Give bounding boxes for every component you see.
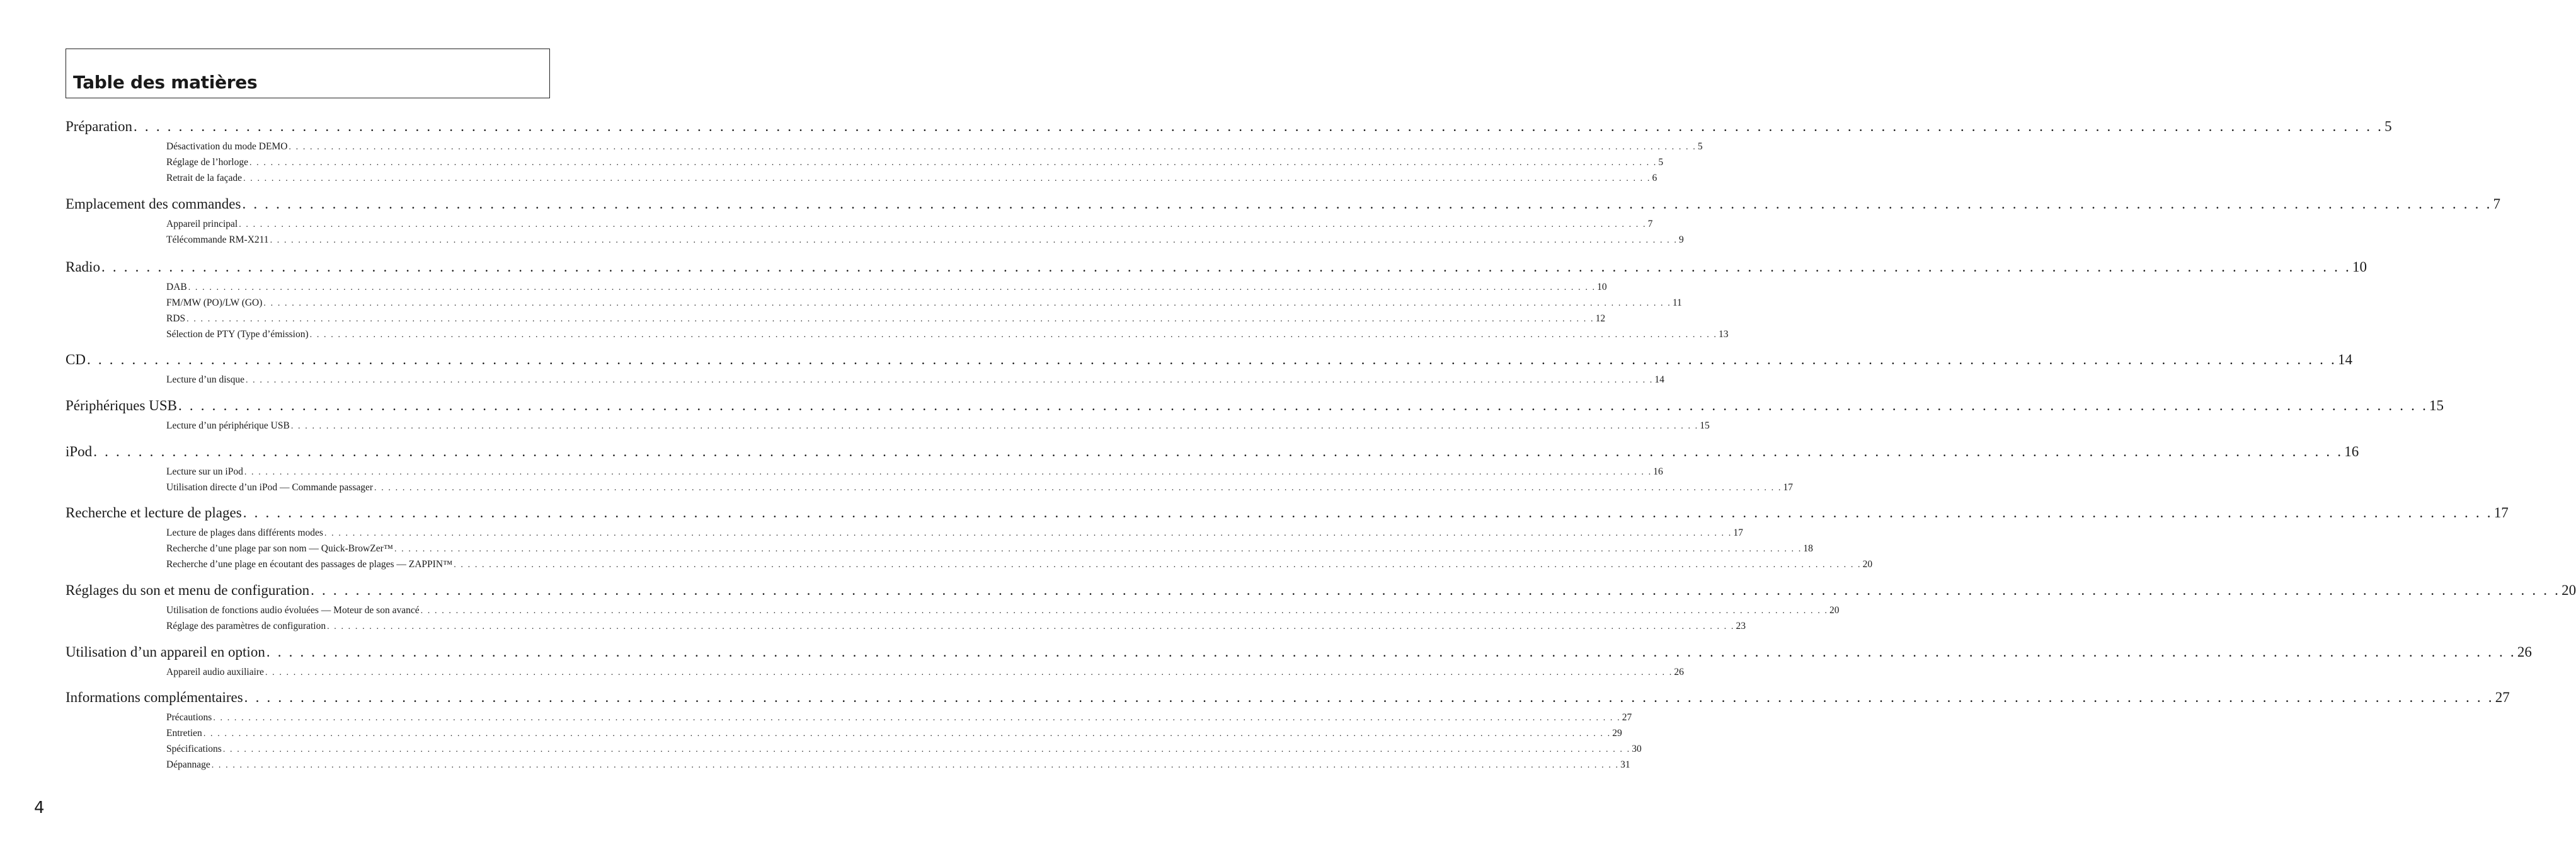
toc-subentry-page: 15: [1700, 420, 1710, 431]
dot-leader: . . . . . . . . . . . . . . . . . . . . . . . . . . . . . . . . . . . . . . . . . . . . . . . . . . . . . . . . . . . . . . . . . . . . . . . . . . . . . . . . . . . . . . . . . . . . . . . . . . . . . . . . . . . . . . . . . . . . . . . . . . . . . . . . . . . . . . . . . . . . . . . . . . . . . . . . . . . . . . . . . . . . . . . . . . . . . . . . . . . . . . . . . . . . . . . . . . . . . . . .: [327, 622, 1735, 631]
toc-section: [66, 350, 2353, 388]
toc-subentry[interactable]: [166, 741, 1642, 757]
toc-section-entry[interactable]: [66, 396, 2444, 415]
toc-subentry[interactable]: [166, 480, 1793, 495]
toc-subentry-title: Entretien: [166, 728, 202, 739]
dot-leader: . . . . . . . . . . . . . . . . . . . . . . . . . . . . . . . . . . . . . . . . . . . . . . . . . . . . . . . . . . . . . . . . . . . . . . . . . . . . . . . . . . . . . . . . . . . . . . . . . . . . . . . . . . . . . . . . . . . . . . . . . . . . . . . . . . . . . . . . . . . . . . . . . . . . . . . . . . . . . . . . . . . . . . . . . . . . . . . . . . . . . . . . . . . . . . . . . . . . . . . .: [245, 376, 1654, 385]
toc-section-entry[interactable]: [66, 258, 2367, 277]
dot-leader: . . . . . . . . . . . . . . . . . . . . . . . . . . . . . . . . . . . . . . . . . . . . . . . . . . . . . . . . . . . . . . . . . . . . . . . . . . . . . . . . . . . . . . . . . . . . . . . . . . . . . . . . . . . . . . . . . . . . . . . . . . . . . . . . . . . . . . . . . . . . . . . . . . . . . . . . . . . . . . . . . . . . . . . . . . . . . . . . . . . . . . . . . . . . . . . . . . . . . . . .: [134, 118, 2384, 134]
toc-subentry-title: Réglage de l’horloge: [166, 157, 248, 168]
toc-section-title: Réglages du son et menu de configuration: [66, 582, 310, 598]
page-title: Table des matières: [73, 72, 258, 93]
toc-section-entry[interactable]: [66, 504, 2509, 522]
toc-subentry[interactable]: [166, 295, 1682, 311]
toc-subentry-title: Appareil audio auxiliaire: [166, 667, 264, 677]
toc-subentry-page: 16: [1653, 466, 1663, 477]
toc-subentry-title: Réglage des paramètres de configuration: [166, 621, 326, 631]
dot-leader: . . . . . . . . . . . . . . . . . . . . . . . . . . . . . . . . . . . . . . . . . . . . . . . . . . . . . . . . . . . . . . . . . . . . . . . . . . . . . . . . . . . . . . . . . . . . . . . . . . . . . . . . . . . . . . . . . . . . . . . . . . . . . . . . . . . . . . . . . . . . . . . . . . . . . . . . . . . . . . . . . . . . . . . . . . . . . . . . . . . . . . . . . . . . . . . . . . . . . . . .: [420, 606, 1829, 616]
toc-section-page: 17: [2493, 505, 2509, 521]
toc-subentry-title: Recherche d’une plage en écoutant des passages de plages — ZAPPIN™: [166, 559, 453, 570]
toc-subentry[interactable]: [166, 279, 1607, 295]
toc-subentry-page: 13: [1719, 329, 1729, 340]
dot-leader: . . . . . . . . . . . . . . . . . . . . . . . . . . . . . . . . . . . . . . . . . . . . . . . . . . . . . . . . . . . . . . . . . . . . . . . . . . . . . . . . . . . . . . . . . . . . . . . . . . . . . . . . . . . . . . . . . . . . . . . . . . . . . . . . . . . . . . . . . . . . . . . . . . . . . . . . . . . . . . . . . . . . . . . . . . . . . . . . . . . . . . . . . . . . . . . . . . . . . . . .: [239, 220, 1647, 229]
toc-subentry-page: 17: [1733, 527, 1743, 538]
toc-section-page: 20: [2562, 582, 2576, 598]
toc-subentry-page: 6: [1652, 173, 1657, 183]
toc-section-title: Périphériques USB: [66, 398, 177, 413]
toc-subentry-page: 20: [1829, 605, 1840, 616]
toc-subentry-title: Désactivation du mode DEMO: [166, 141, 288, 152]
page-number: 4: [34, 798, 45, 817]
toc-section-entry[interactable]: [66, 350, 2353, 369]
dot-leader: . . . . . . . . . . . . . . . . . . . . . . . . . . . . . . . . . . . . . . . . . . . . . . . . . . . . . . . . . . . . . . . . . . . . . . . . . . . . . . . . . . . . . . . . . . . . . . . . . . . . . . . . . . . . . . . . . . . . . . . . . . . . . . . . . . . . . . . . . . . . . . . . . . . . . . . . . . . . . . . . . . . . . . . . . . . . . . . . . . . . . . . . . . . . . . . . . . . . . . . .: [289, 142, 1697, 152]
dot-leader: . . . . . . . . . . . . . . . . . . . . . . . . . . . . . . . . . . . . . . . . . . . . . . . . . . . . . . . . . . . . . . . . . . . . . . . . . . . . . . . . . . . . . . . . . . . . . . . . . . . . . . . . . . . . . . . . . . . . . . . . . . . . . . . . . . . . . . . . . . . . . . . . . . . . . . . . . . . . . . . . . . . . . . . . . . . . . . . . . . . . . . . . . . . . . . . . . . . . . . . .: [324, 529, 1732, 538]
toc-section-title: Utilisation d’un appareil en option: [66, 644, 265, 660]
toc-section-title: Informations complémentaires: [66, 689, 243, 705]
toc-subentry-title: DAB: [166, 282, 187, 292]
dot-leader: . . . . . . . . . . . . . . . . . . . . . . . . . . . . . . . . . . . . . . . . . . . . . . . . . . . . . . . . . . . . . . . . . . . . . . . . . . . . . . . . . . . . . . . . . . . . . . . . . . . . . . . . . . . . . . . . . . . . . . . . . . . . . . . . . . . . . . . . . . . . . . . . . . . . . . . . . . . . . . . . . . . . . . . . . . . . . . . . . . . . . . . . . . . . . . . . . . . . . . . .: [374, 483, 1782, 493]
dot-leader: . . . . . . . . . . . . . . . . . . . . . . . . . . . . . . . . . . . . . . . . . . . . . . . . . . . . . . . . . . . . . . . . . . . . . . . . . . . . . . . . . . . . . . . . . . . . . . . . . . . . . . . . . . . . . . . . . . . . . . . . . . . . . . . . . . . . . . . . . . . . . . . . . . . . . . . . . . . . . . . . . . . . . . . . . . . . . . . . . . . . . . . . . . . . . . . . . . . . . . . .: [211, 761, 1620, 770]
toc-subentry-list: [166, 216, 1684, 248]
toc-subentry[interactable]: [166, 664, 1684, 680]
toc-subentry[interactable]: [166, 216, 1653, 232]
dot-leader: . . . . . . . . . . . . . . . . . . . . . . . . . . . . . . . . . . . . . . . . . . . . . . . . . . . . . . . . . . . . . . . . . . . . . . . . . . . . . . . . . . . . . . . . . . . . . . . . . . . . . . . . . . . . . . . . . . . . . . . . . . . . . . . . . . . . . . . . . . . . . . . . . . . . . . . . . . . . . . . . . . . . . . . . . . . . . . . . . . . . . . . . . . . . . . . . . . . . . . . .: [188, 283, 1596, 292]
toc-subentry[interactable]: [166, 618, 1746, 634]
toc-subentry-page: 9: [1678, 234, 1684, 245]
dot-leader: . . . . . . . . . . . . . . . . . . . . . . . . . . . . . . . . . . . . . . . . . . . . . . . . . . . . . . . . . . . . . . . . . . . . . . . . . . . . . . . . . . . . . . . . . . . . . . . . . . . . . . . . . . . . . . . . . . . . . . . . . . . . . . . . . . . . . . . . . . . . . . . . . . . . . . . . . . . . . . . . . . . . . . . . . . . . . . . . . . . . . . . . . . . . . . . . . . . . . . . .: [178, 398, 2429, 413]
toc-subentry[interactable]: [166, 154, 1664, 170]
dot-leader: . . . . . . . . . . . . . . . . . . . . . . . . . . . . . . . . . . . . . . . . . . . . . . . . . . . . . . . . . . . . . . . . . . . . . . . . . . . . . . . . . . . . . . . . . . . . . . . . . . . . . . . . . . . . . . . . . . . . . . . . . . . . . . . . . . . . . . . . . . . . . . . . . . . . . . . . . . . . . . . . . . . . . . . . . . . . . . . . . . . . . . . . . . . . . . . . . . . . . . . .: [242, 196, 2492, 212]
toc-subentry-title: Télécommande RM-X211: [166, 234, 269, 245]
toc-section-page: 15: [2429, 398, 2444, 413]
dot-leader: . . . . . . . . . . . . . . . . . . . . . . . . . . . . . . . . . . . . . . . . . . . . . . . . . . . . . . . . . . . . . . . . . . . . . . . . . . . . . . . . . . . . . . . . . . . . . . . . . . . . . . . . . . . . . . . . . . . . . . . . . . . . . . . . . . . . . . . . . . . . . . . . . . . . . . . . . . . . . . . . . . . . . . . . . . . . . . . . . . . . . . . . . . . . . . . . . . . . . . . .: [243, 505, 2493, 521]
toc-section-page: 5: [2384, 118, 2392, 134]
toc-subentry-title: Lecture d’un disque: [166, 374, 244, 385]
toc-subentry-page: 11: [1672, 297, 1682, 308]
dot-leader: . . . . . . . . . . . . . . . . . . . . . . . . . . . . . . . . . . . . . . . . . . . . . . . . . . . . . . . . . . . . . . . . . . . . . . . . . . . . . . . . . . . . . . . . . . . . . . . . . . . . . . . . . . . . . . . . . . . . . . . . . . . . . . . . . . . . . . . . . . . . . . . . . . . . . . . . . . . . . . . . . . . . . . . . . . . . . . . . . . . . . . . . . . . . . . . . . . . . . . . .: [266, 644, 2516, 660]
toc-section-entry[interactable]: [66, 442, 2359, 461]
toc-subentry-page: 29: [1612, 728, 1622, 739]
toc-section-page: 27: [2495, 689, 2510, 705]
toc-subentry[interactable]: [166, 139, 1703, 154]
toc-section-title: Emplacement des commandes: [66, 196, 241, 212]
toc-subentry[interactable]: [166, 525, 1743, 541]
toc-subentry-page: 7: [1647, 219, 1653, 229]
toc-subentry-page: 10: [1597, 282, 1607, 292]
dot-leader: . . . . . . . . . . . . . . . . . . . . . . . . . . . . . . . . . . . . . . . . . . . . . . . . . . . . . . . . . . . . . . . . . . . . . . . . . . . . . . . . . . . . . . . . . . . . . . . . . . . . . . . . . . . . . . . . . . . . . . . . . . . . . . . . . . . . . . . . . . . . . . . . . . . . . . . . . . . . . . . . . . . . . . . . . . . . . . . . . . . . . . . . . . . . . . . . . . . . . . . .: [309, 330, 1718, 340]
toc-subentry-title: Retrait de la façade: [166, 173, 243, 183]
dot-leader: . . . . . . . . . . . . . . . . . . . . . . . . . . . . . . . . . . . . . . . . . . . . . . . . . . . . . . . . . . . . . . . . . . . . . . . . . . . . . . . . . . . . . . . . . . . . . . . . . . . . . . . . . . . . . . . . . . . . . . . . . . . . . . . . . . . . . . . . . . . . . . . . . . . . . . . . . . . . . . . . . . . . . . . . . . . . . . . . . . . . . . . . . . . . . . . . . . . . . . . .: [311, 582, 2561, 598]
toc-section: [66, 396, 2444, 434]
toc-subentry-title: Appareil principal: [166, 219, 238, 229]
toc-subentry-list: [166, 139, 1703, 186]
toc-section: [66, 258, 2367, 342]
toc-subentry-title: Lecture d’un périphérique USB: [166, 420, 290, 431]
toc-section-entry[interactable]: [66, 581, 2576, 600]
toc-subentry-list: [166, 602, 1840, 634]
dot-leader: . . . . . . . . . . . . . . . . . . . . . . . . . . . . . . . . . . . . . . . . . . . . . . . . . . . . . . . . . . . . . . . . . . . . . . . . . . . . . . . . . . . . . . . . . . . . . . . . . . . . . . . . . . . . . . . . . . . . . . . . . . . . . . . . . . . . . . . . . . . . . . . . . . . . . . . . . . . . . . . . . . . . . . . . . . . . . . . . . . . . . . . . . . . . . . . . . . . . . . . .: [213, 713, 1621, 723]
toc-subentry-page: 26: [1674, 667, 1684, 677]
toc-section: [66, 581, 2576, 634]
toc-section: [66, 643, 2532, 680]
dot-leader: . . . . . . . . . . . . . . . . . . . . . . . . . . . . . . . . . . . . . . . . . . . . . . . . . . . . . . . . . . . . . . . . . . . . . . . . . . . . . . . . . . . . . . . . . . . . . . . . . . . . . . . . . . . . . . . . . . . . . . . . . . . . . . . . . . . . . . . . . . . . . . . . . . . . . . . . . . . . . . . . . . . . . . . . . . . . . . . . . . . . . . . . . . . . . . . . . . . . . . . .: [263, 299, 1671, 308]
toc-subentry-page: 5: [1658, 157, 1664, 168]
dot-leader: . . . . . . . . . . . . . . . . . . . . . . . . . . . . . . . . . . . . . . . . . . . . . . . . . . . . . . . . . . . . . . . . . . . . . . . . . . . . . . . . . . . . . . . . . . . . . . . . . . . . . . . . . . . . . . . . . . . . . . . . . . . . . . . . . . . . . . . . . . . . . . . . . . . . . . . . . . . . . . . . . . . . . . . . . . . . . . . . . . . . . . . . . . . . . . . . . . . . . . . .: [394, 544, 1802, 554]
toc-section-page: 10: [2352, 259, 2367, 275]
toc-subentry-page: 12: [1595, 313, 1606, 324]
toc-section: [66, 195, 2501, 248]
toc-subentry[interactable]: [166, 326, 1729, 342]
toc-subentry-list: [166, 464, 1793, 495]
toc-subentry-page: 14: [1654, 374, 1664, 385]
toc-subentry-title: Dépannage: [166, 759, 210, 770]
toc-section: [66, 442, 2359, 495]
toc-subentry[interactable]: [166, 418, 1710, 434]
toc-subentry-page: 18: [1803, 543, 1813, 554]
toc-section-title: CD: [66, 352, 86, 367]
toc-subentry[interactable]: [166, 170, 1657, 186]
toc-subentry-list: [166, 710, 1642, 773]
toc-subentry-list: [166, 525, 1873, 572]
toc-subentry-title: Précautions: [166, 712, 212, 723]
dot-leader: . . . . . . . . . . . . . . . . . . . . . . . . . . . . . . . . . . . . . . . . . . . . . . . . . . . . . . . . . . . . . . . . . . . . . . . . . . . . . . . . . . . . . . . . . . . . . . . . . . . . . . . . . . . . . . . . . . . . . . . . . . . . . . . . . . . . . . . . . . . . . . . . . . . . . . . . . . . . . . . . . . . . . . . . . . . . . . . . . . . . . . . . . . . . . . . . . . . . . . . .: [244, 468, 1652, 477]
toc-section-entry[interactable]: [66, 195, 2501, 214]
toc-section-entry[interactable]: [66, 643, 2532, 662]
dot-leader: . . . . . . . . . . . . . . . . . . . . . . . . . . . . . . . . . . . . . . . . . . . . . . . . . . . . . . . . . . . . . . . . . . . . . . . . . . . . . . . . . . . . . . . . . . . . . . . . . . . . . . . . . . . . . . . . . . . . . . . . . . . . . . . . . . . . . . . . . . . . . . . . . . . . . . . . . . . . . . . . . . . . . . . . . . . . . . . . . . . . . . . . . . . . . . . . . . . . . . . .: [270, 236, 1678, 245]
toc-section-page: 7: [2493, 196, 2501, 212]
toc-subentry[interactable]: [166, 232, 1684, 248]
toc-subentry-page: 20: [1862, 559, 1873, 570]
dot-leader: . . . . . . . . . . . . . . . . . . . . . . . . . . . . . . . . . . . . . . . . . . . . . . . . . . . . . . . . . . . . . . . . . . . . . . . . . . . . . . . . . . . . . . . . . . . . . . . . . . . . . . . . . . . . . . . . . . . . . . . . . . . . . . . . . . . . . . . . . . . . . . . . . . . . . . . . . . . . . . . . . . . . . . . . . . . . . . . . . . . . . . . . . . . . . . . . . . . . . . . .: [222, 745, 1631, 754]
toc-subentry-title: Utilisation de fonctions audio évoluées — Moteur de son avancé: [166, 605, 420, 616]
toc-subentry[interactable]: [166, 372, 1664, 388]
toc-section-page: 26: [2517, 644, 2532, 660]
dot-leader: . . . . . . . . . . . . . . . . . . . . . . . . . . . . . . . . . . . . . . . . . . . . . . . . . . . . . . . . . . . . . . . . . . . . . . . . . . . . . . . . . . . . . . . . . . . . . . . . . . . . . . . . . . . . . . . . . . . . . . . . . . . . . . . . . . . . . . . . . . . . . . . . . . . . . . . . . . . . . . . . . . . . . . . . . . . . . . . . . . . . . . . . . . . . . . . . . . . . . . . .: [243, 174, 1651, 183]
toc-subentry-title: RDS: [166, 313, 186, 324]
dot-leader: . . . . . . . . . . . . . . . . . . . . . . . . . . . . . . . . . . . . . . . . . . . . . . . . . . . . . . . . . . . . . . . . . . . . . . . . . . . . . . . . . . . . . . . . . . . . . . . . . . . . . . . . . . . . . . . . . . . . . . . . . . . . . . . . . . . . . . . . . . . . . . . . . . . . . . . . . . . . . . . . . . . . . . . . . . . . . . . . . . . . . . . . . . . . . . . . . . . . . . . .: [454, 560, 1862, 570]
dot-leader: . . . . . . . . . . . . . . . . . . . . . . . . . . . . . . . . . . . . . . . . . . . . . . . . . . . . . . . . . . . . . . . . . . . . . . . . . . . . . . . . . . . . . . . . . . . . . . . . . . . . . . . . . . . . . . . . . . . . . . . . . . . . . . . . . . . . . . . . . . . . . . . . . . . . . . . . . . . . . . . . . . . . . . . . . . . . . . . . . . . . . . . . . . . . . . . . . . . . . . . .: [265, 668, 1673, 677]
toc-subentry-list: [166, 418, 1710, 434]
dot-leader: . . . . . . . . . . . . . . . . . . . . . . . . . . . . . . . . . . . . . . . . . . . . . . . . . . . . . . . . . . . . . . . . . . . . . . . . . . . . . . . . . . . . . . . . . . . . . . . . . . . . . . . . . . . . . . . . . . . . . . . . . . . . . . . . . . . . . . . . . . . . . . . . . . . . . . . . . . . . . . . . . . . . . . . . . . . . . . . . . . . . . . . . . . . . . . . . . . . . . . . .: [249, 158, 1657, 168]
toc-subentry-page: 27: [1622, 712, 1632, 723]
toc-section-title: iPod: [66, 444, 93, 459]
toc-subentry-title: Sélection de PTY (Type d’émission): [166, 329, 309, 340]
toc-section-page: 16: [2344, 444, 2359, 459]
dot-leader: . . . . . . . . . . . . . . . . . . . . . . . . . . . . . . . . . . . . . . . . . . . . . . . . . . . . . . . . . . . . . . . . . . . . . . . . . . . . . . . . . . . . . . . . . . . . . . . . . . . . . . . . . . . . . . . . . . . . . . . . . . . . . . . . . . . . . . . . . . . . . . . . . . . . . . . . . . . . . . . . . . . . . . . . . . . . . . . . . . . . . . . . . . . . . . . . . . . . . . . .: [101, 259, 2352, 275]
toc-subentry-title: Lecture sur un iPod: [166, 466, 243, 477]
dot-leader: . . . . . . . . . . . . . . . . . . . . . . . . . . . . . . . . . . . . . . . . . . . . . . . . . . . . . . . . . . . . . . . . . . . . . . . . . . . . . . . . . . . . . . . . . . . . . . . . . . . . . . . . . . . . . . . . . . . . . . . . . . . . . . . . . . . . . . . . . . . . . . . . . . . . . . . . . . . . . . . . . . . . . . . . . . . . . . . . . . . . . . . . . . . . . . . . . . . . . . . .: [244, 689, 2494, 705]
toc-section: [66, 688, 2510, 773]
toc-subentry-page: 31: [1620, 759, 1630, 770]
toc-subentry-title: Recherche d’une plage par son nom — Quick-BrowZer™: [166, 543, 393, 554]
toc-section: [66, 117, 2392, 186]
toc-subentry-list: [166, 372, 1664, 388]
toc-subentry[interactable]: [166, 725, 1622, 741]
dot-leader: . . . . . . . . . . . . . . . . . . . . . . . . . . . . . . . . . . . . . . . . . . . . . . . . . . . . . . . . . . . . . . . . . . . . . . . . . . . . . . . . . . . . . . . . . . . . . . . . . . . . . . . . . . . . . . . . . . . . . . . . . . . . . . . . . . . . . . . . . . . . . . . . . . . . . . . . . . . . . . . . . . . . . . . . . . . . . . . . . . . . . . . . . . . . . . . . . . . . . . . .: [186, 314, 1594, 324]
toc-section-title: Radio: [66, 259, 100, 275]
toc-subentry[interactable]: [166, 464, 1663, 480]
toc-subentry-title: Lecture de plages dans différents modes: [166, 527, 323, 538]
toc-section-title: Préparation: [66, 118, 133, 134]
toc-section-entry[interactable]: [66, 688, 2510, 707]
toc-section: [66, 504, 2509, 572]
toc-subentry-title: Spécifications: [166, 744, 222, 754]
toc-subentry[interactable]: [166, 541, 1813, 556]
toc-subentry-list: [166, 664, 1684, 680]
toc-subentry[interactable]: [166, 556, 1873, 572]
dot-leader: . . . . . . . . . . . . . . . . . . . . . . . . . . . . . . . . . . . . . . . . . . . . . . . . . . . . . . . . . . . . . . . . . . . . . . . . . . . . . . . . . . . . . . . . . . . . . . . . . . . . . . . . . . . . . . . . . . . . . . . . . . . . . . . . . . . . . . . . . . . . . . . . . . . . . . . . . . . . . . . . . . . . . . . . . . . . . . . . . . . . . . . . . . . . . . . . . . . . . . . .: [203, 729, 1611, 739]
toc-subentry-page: 30: [1632, 744, 1642, 754]
toc-subentry-title: FM/MW (PO)/LW (GO): [166, 297, 263, 308]
toc-section-page: 14: [2338, 352, 2353, 367]
toc-subentry[interactable]: [166, 602, 1840, 618]
toc-section-title: Recherche et lecture de plages: [66, 505, 242, 521]
toc-subentry-page: 5: [1697, 141, 1703, 152]
dot-leader: . . . . . . . . . . . . . . . . . . . . . . . . . . . . . . . . . . . . . . . . . . . . . . . . . . . . . . . . . . . . . . . . . . . . . . . . . . . . . . . . . . . . . . . . . . . . . . . . . . . . . . . . . . . . . . . . . . . . . . . . . . . . . . . . . . . . . . . . . . . . . . . . . . . . . . . . . . . . . . . . . . . . . . . . . . . . . . . . . . . . . . . . . . . . . . . . . . . . . . . .: [290, 422, 1699, 431]
toc-subentry-list: [166, 279, 1729, 342]
title-box: [66, 49, 550, 98]
toc-subentry[interactable]: [166, 757, 1630, 773]
dot-leader: . . . . . . . . . . . . . . . . . . . . . . . . . . . . . . . . . . . . . . . . . . . . . . . . . . . . . . . . . . . . . . . . . . . . . . . . . . . . . . . . . . . . . . . . . . . . . . . . . . . . . . . . . . . . . . . . . . . . . . . . . . . . . . . . . . . . . . . . . . . . . . . . . . . . . . . . . . . . . . . . . . . . . . . . . . . . . . . . . . . . . . . . . . . . . . . . . . . . . . . .: [86, 352, 2337, 367]
toc-subentry-page: 17: [1783, 482, 1793, 493]
toc-subentry-title: Utilisation directe d’un iPod — Commande passager: [166, 482, 374, 493]
toc-section-entry[interactable]: [66, 117, 2392, 136]
toc-subentry[interactable]: [166, 710, 1632, 725]
dot-leader: . . . . . . . . . . . . . . . . . . . . . . . . . . . . . . . . . . . . . . . . . . . . . . . . . . . . . . . . . . . . . . . . . . . . . . . . . . . . . . . . . . . . . . . . . . . . . . . . . . . . . . . . . . . . . . . . . . . . . . . . . . . . . . . . . . . . . . . . . . . . . . . . . . . . . . . . . . . . . . . . . . . . . . . . . . . . . . . . . . . . . . . . . . . . . . . . . . . . . . . .: [93, 444, 2344, 459]
toc-subentry-page: 23: [1736, 621, 1746, 631]
toc-subentry[interactable]: [166, 311, 1606, 326]
